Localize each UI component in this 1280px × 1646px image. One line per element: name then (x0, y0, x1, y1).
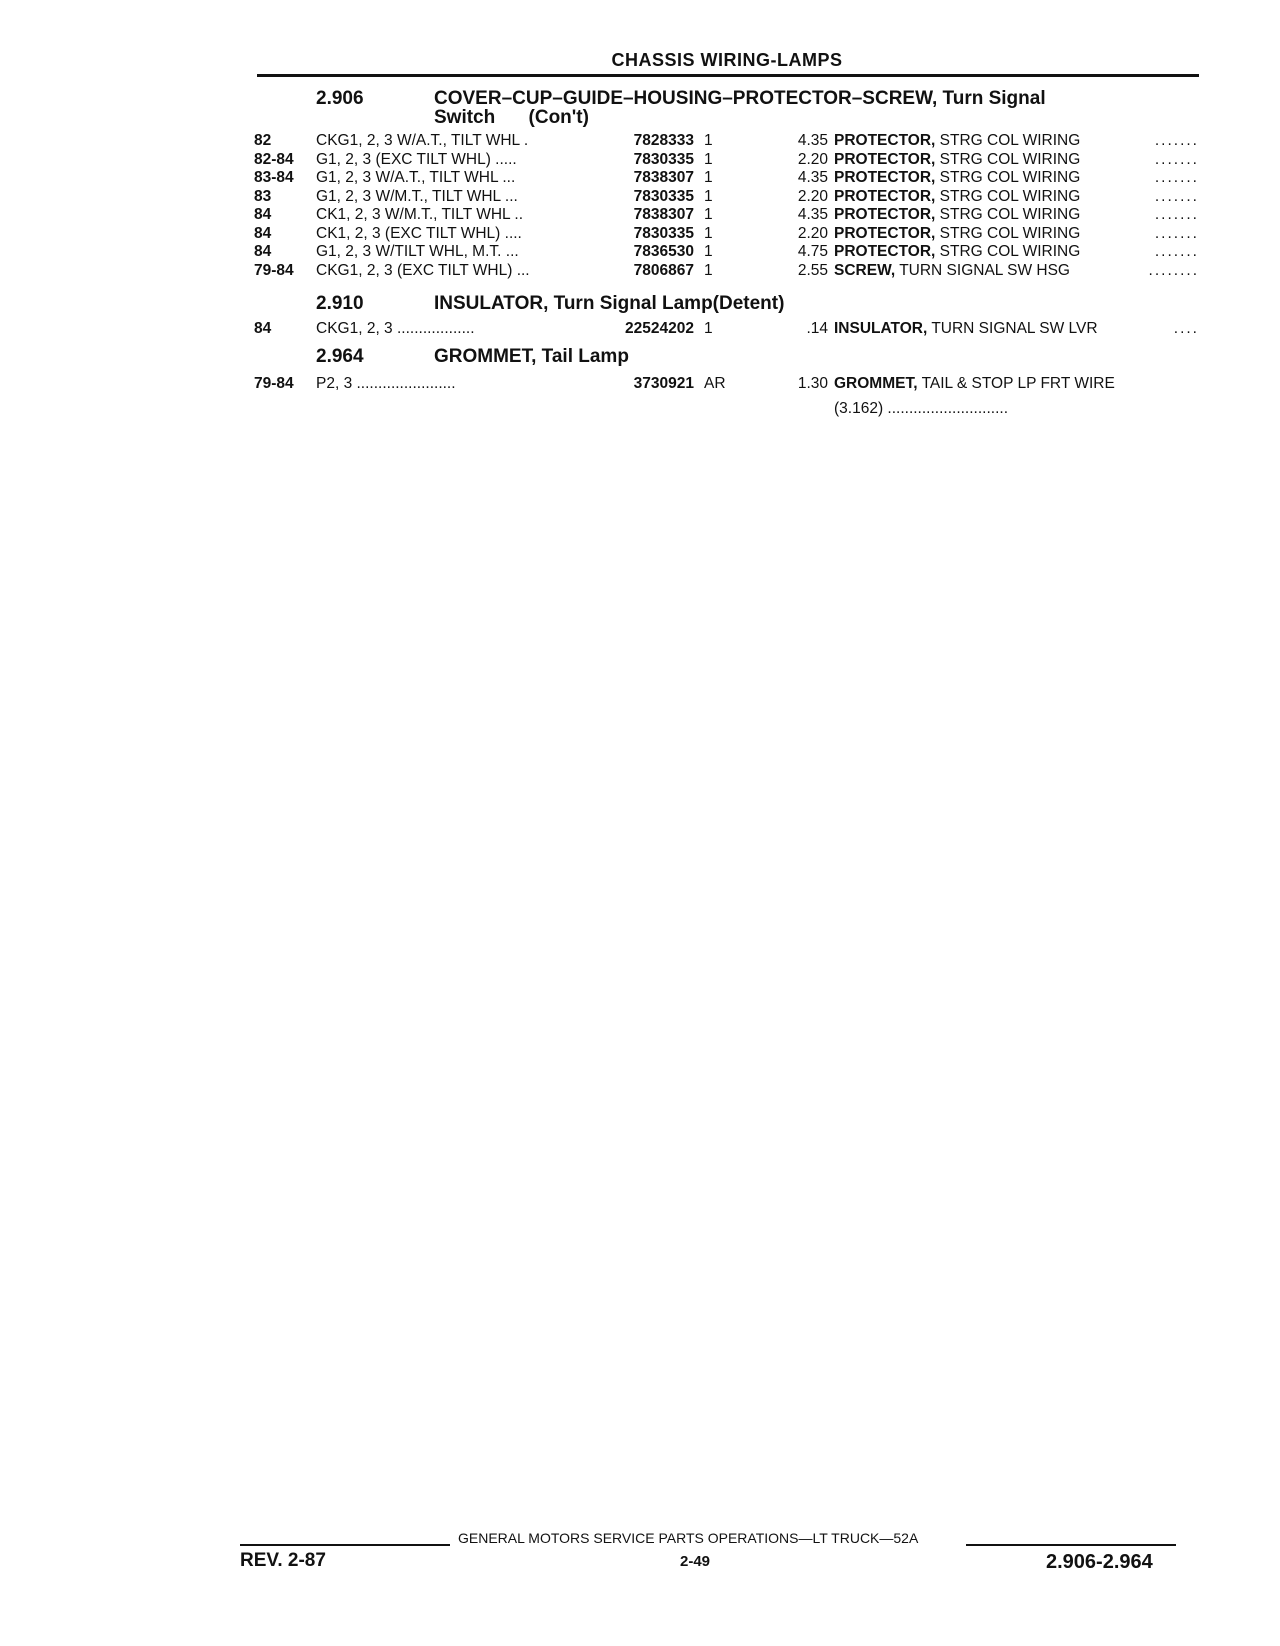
quantity-cell: 1 (704, 206, 713, 223)
description-noun: INSULATOR, (834, 320, 928, 337)
table-row (254, 243, 1199, 261)
description-noun: SCREW, (834, 261, 896, 279)
description-noun: PROTECTOR, (834, 169, 936, 186)
description-cell (834, 169, 1080, 187)
price-cell: 1.30 (797, 375, 828, 392)
year-cell: 79-84 (254, 375, 294, 392)
section-title-continuation (434, 108, 589, 128)
description-cell (834, 375, 1115, 393)
leader-dots: ....... (1154, 150, 1199, 168)
continued-label: (Con't) (528, 107, 589, 128)
section-title: COVER–CUP–GUIDE–HOUSING–PROTECTOR–SCREW, Turn Signal (434, 88, 1046, 109)
table-row (254, 188, 1199, 206)
section-heading-2-964 (316, 346, 629, 368)
description-continuation: (3.162) ............................ (834, 400, 1008, 417)
table-row (254, 225, 1199, 243)
leader-dots: ....... (1154, 187, 1199, 205)
part-number-cell: 7838307 (633, 206, 694, 223)
price-cell: 2.20 (797, 187, 828, 205)
price-cell: 2.20 (797, 150, 828, 168)
description-text: STRG COL WIRING (939, 169, 1081, 186)
description-text: STRG COL WIRING (939, 132, 1081, 149)
description-text: STRG COL WIRING (939, 206, 1081, 223)
leader-dots: ....... (1154, 132, 1199, 149)
description-cell (834, 225, 1080, 243)
application-cell: G1, 2, 3 W/A.T., TILT WHL ... (316, 169, 516, 186)
quantity-cell: 1 (704, 132, 713, 149)
description-text: STRG COL WIRING (939, 187, 1081, 205)
part-number-cell: 7830335 (633, 224, 694, 242)
section-number: 2.910 (316, 293, 364, 314)
application-cell: CKG1, 2, 3 (EXC TILT WHL) ... (316, 261, 530, 279)
application-cell: P2, 3 ....................... (316, 375, 456, 392)
leader-dots: ....... (1154, 206, 1199, 223)
part-number-cell: 7830335 (633, 187, 694, 205)
description-noun: PROTECTOR, (834, 132, 936, 149)
table-row (254, 262, 1199, 280)
application-cell: CKG1, 2, 3 .................. (316, 320, 475, 337)
table-row (254, 151, 1199, 169)
section-range: 2.906-2.964 (1046, 1551, 1153, 1573)
footer-rule-left (240, 1544, 450, 1546)
quantity-cell: 1 (704, 261, 713, 279)
description-cell (834, 206, 1080, 224)
table-row (254, 132, 1199, 150)
quantity-cell: 1 (704, 243, 713, 260)
leader-dots: ........ (1148, 261, 1199, 279)
footer-rule-right (966, 1544, 1176, 1546)
description-text: STRG COL WIRING (939, 150, 1081, 168)
year-cell: 79-84 (254, 261, 294, 279)
description-cell (834, 243, 1080, 261)
year-cell: 82-84 (254, 150, 294, 168)
year-cell: 84 (254, 243, 272, 260)
description-text: TURN SIGNAL SW HSG (899, 261, 1070, 279)
quantity-cell: 1 (704, 169, 713, 186)
table-row (254, 375, 1199, 393)
description-cell (834, 188, 1080, 206)
application-cell: G1, 2, 3 (EXC TILT WHL) ..... (316, 150, 517, 168)
revision-label: REV. 2-87 (240, 1550, 326, 1571)
table-row (254, 169, 1199, 187)
description-cell (834, 132, 1080, 150)
quantity-cell: 1 (704, 320, 713, 337)
page-number: 2-49 (680, 1553, 711, 1570)
quantity-cell: 1 (704, 224, 713, 242)
description-text: TURN SIGNAL SW LVR (931, 320, 1098, 337)
section-title-cont: Switch (434, 107, 496, 128)
year-cell: 83-84 (254, 169, 294, 186)
price-cell: .14 (806, 320, 828, 337)
description-cell (834, 320, 1098, 338)
price-cell: 4.35 (797, 132, 828, 149)
description-noun: PROTECTOR, (834, 150, 936, 168)
quantity-cell: AR (704, 375, 726, 392)
header-rule (257, 74, 1199, 77)
description-text: STRG COL WIRING (939, 224, 1081, 242)
table-row (254, 206, 1199, 224)
page-title: CHASSIS WIRING-LAMPS (611, 50, 843, 70)
footer-publisher: GENERAL MOTORS SERVICE PARTS OPERATIONS—LT TRUCK—52A (458, 1530, 919, 1546)
description-cell (834, 151, 1080, 169)
application-cell: G1, 2, 3 W/M.T., TILT WHL ... (316, 187, 518, 205)
year-cell: 84 (254, 206, 272, 223)
description-noun: PROTECTOR, (834, 243, 936, 260)
price-cell: 4.35 (797, 169, 828, 186)
year-cell: 82 (254, 132, 272, 149)
leader-dots: .... (1173, 320, 1199, 337)
application-cell: CK1, 2, 3 W/M.T., TILT WHL .. (316, 206, 523, 223)
part-number-cell: 3730921 (633, 375, 694, 392)
price-cell: 4.35 (797, 206, 828, 223)
year-cell: 84 (254, 320, 272, 337)
section-title: GROMMET, Tail Lamp (434, 346, 629, 367)
part-number-cell: 7830335 (633, 150, 694, 168)
description-noun: GROMMET, (834, 375, 918, 392)
price-cell: 4.75 (797, 243, 828, 260)
quantity-cell: 1 (704, 150, 713, 168)
year-cell: 84 (254, 224, 272, 242)
part-number-cell: 7836530 (633, 243, 694, 260)
description-noun: PROTECTOR, (834, 224, 936, 242)
section-number: 2.964 (316, 346, 364, 367)
price-cell: 2.55 (797, 261, 828, 279)
year-cell: 83 (254, 187, 272, 205)
description-noun: PROTECTOR, (834, 206, 936, 223)
part-number-cell: 22524202 (625, 320, 694, 337)
table-row (254, 320, 1199, 338)
application-cell: CK1, 2, 3 (EXC TILT WHL) .... (316, 224, 522, 242)
description-text: STRG COL WIRING (939, 243, 1081, 260)
application-cell: G1, 2, 3 W/TILT WHL, M.T. ... (316, 243, 519, 260)
section-title: INSULATOR, Turn Signal Lamp(Detent) (434, 293, 785, 314)
part-number-cell: 7806867 (633, 261, 694, 279)
section-heading-2-910 (316, 293, 784, 315)
part-number-cell: 7828333 (633, 132, 694, 149)
quantity-cell: 1 (704, 187, 713, 205)
application-cell: CKG1, 2, 3 W/A.T., TILT WHL . (316, 132, 529, 149)
description-noun: PROTECTOR, (834, 187, 936, 205)
description-text: TAIL & STOP LP FRT WIRE (921, 375, 1115, 392)
leader-dots: ....... (1154, 169, 1199, 186)
description-cell (834, 262, 1070, 280)
leader-dots: ....... (1154, 224, 1199, 242)
price-cell: 2.20 (797, 224, 828, 242)
leader-dots: ....... (1154, 243, 1199, 260)
part-number-cell: 7838307 (633, 169, 694, 186)
section-heading-2-906 (316, 88, 1046, 110)
section-number: 2.906 (316, 88, 364, 109)
